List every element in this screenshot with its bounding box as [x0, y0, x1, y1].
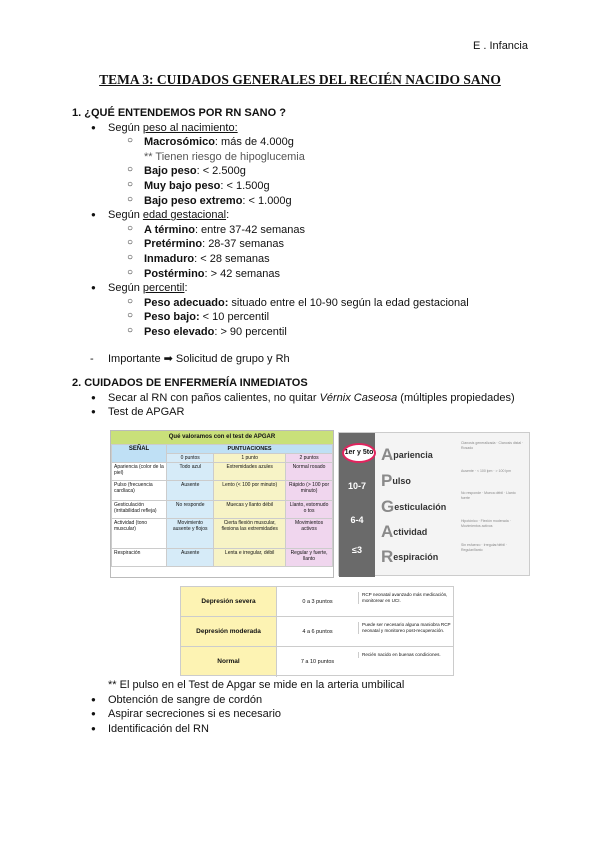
- table-row: Actividad (tono muscular) Movimiento ausente y flojos Cierta flexión muscular, flexiona las extremidades Movimientos activos: [112, 519, 333, 549]
- score-label: ≤3: [352, 545, 362, 555]
- depression-table-image: [180, 586, 454, 676]
- mnemonic-notes: Sin esfuerzo · Irregular/débil · Regular/llanto: [461, 543, 508, 552]
- edad-label: edad gestacional: [142, 209, 227, 222]
- list-item: ○ Bajo peso extremo: < 1.000g: [144, 194, 532, 209]
- puntuaciones-header: PUNTUACIONES: [167, 445, 333, 454]
- mnemonic-notes: Hipotónico · Flexión moderada · Movimientos activos: [461, 519, 511, 528]
- table-row: Gesticulación (irritabilidad refleja) No responde Muecas y llanto débil Llanto, estornudo o tos: [112, 501, 333, 519]
- apgar-mnemonic-image: [338, 432, 530, 576]
- apgar-table: [111, 444, 333, 567]
- section-2-continued: [72, 678, 532, 736]
- table-row: Depresión moderada 4 a 6 puntos Puede ser necesario alguna maniobra RCP neonatal y monitoreo post-recuperación.: [181, 617, 453, 647]
- page-title: TEMA 3: CUIDADOS GENERALES DEL RECIÉN NACIDO SANO: [99, 72, 501, 87]
- section-2-heading: 2. CUIDADOS DE ENFERMERÍA INMEDIATOS: [72, 377, 308, 390]
- list-item-peso: ● Según peso al nacimiento: ○ Macrosómico: más de 4.000g ** Tienen riesgo de hipoglucemia ○ Bajo peso: < 2.500g ○ Muy bajo peso: < 1.500g ○ Bajo peso extremo: < 1.000g: [108, 121, 532, 209]
- mnemonic-word: Pulso: [381, 471, 411, 490]
- importante-note: - Importante ➡ Solicitud de grupo y Rh: [72, 352, 532, 367]
- senal-header: SEÑAL: [112, 445, 167, 463]
- mnemonic-word: Apariencia: [381, 445, 433, 464]
- list-item: ○ Bajo peso: < 2.500g: [144, 164, 532, 179]
- table-row: Normal 7 a 10 puntos Recién nacido en buenas condiciones.: [181, 647, 453, 677]
- mnemonic-word: Actividad: [381, 522, 428, 541]
- list-item: ○ Peso bajo: < 10 percentil: [144, 310, 532, 325]
- time-ring: 1er y 5to: [342, 443, 376, 463]
- list-item: ○ A término: entre 37-42 semanas: [144, 223, 532, 238]
- pulse-note: ** El pulso en el Test de Apgar se mide en la arteria umbilical: [108, 679, 405, 691]
- list-item: ● Aspirar secreciones si es necesario: [108, 707, 532, 722]
- list-item: ○ Pretérmino: 28-37 semanas: [144, 237, 532, 252]
- table-row: Pulso (frecuencia cardíaca) Ausente Lento (< 100 por minuto) Rápido (> 100 por minuto): [112, 481, 333, 501]
- score-label: 6-4: [350, 515, 364, 525]
- section-1-list: [72, 121, 532, 340]
- list-item-test-apgar: ● Test de APGAR: [108, 405, 532, 420]
- list-item: ○ Macrosómico: más de 4.000g ** Tienen riesgo de hipoglucemia: [144, 135, 532, 164]
- percentil-label: percentil: [142, 282, 185, 295]
- mnemonic-notes: No responde · Mueca débil · Llanto fuerte: [461, 491, 516, 500]
- table-row: Apariencia (color de la piel) Todo azul Extremidades azules Normal rosado: [112, 463, 333, 481]
- col-header: 2 puntos: [286, 454, 333, 463]
- table-row: Respiración Ausente Lenta e irregular, débil Regular y fuerte, llanto: [112, 549, 333, 567]
- edad-sublist: [108, 223, 532, 281]
- mnemonic-word: Gesticulación: [381, 497, 447, 516]
- list-item: ○ Postérmino: > 42 semanas: [144, 267, 532, 282]
- apgar-table-image: [110, 430, 334, 578]
- list-item-edad: ● Según edad gestacional: ○ A término: entre 37-42 semanas ○ Pretérmino: 28-37 semanas ○ Inmaduro: < 28 semanas ○ Postérmino: > 42 semanas: [108, 208, 532, 281]
- section-2-list: [72, 391, 532, 420]
- section-1-heading: 1. ¿QUÉ ENTENDEMOS POR RN SANO ?: [72, 107, 286, 119]
- apgar-table-title: Qué valoramos con el test de APGAR: [111, 431, 333, 444]
- list-item: ○ Peso elevado: > 90 percentil: [144, 325, 532, 340]
- mnemonic-word: Respiración: [381, 547, 439, 566]
- table-row: Depresión severa 0 a 3 puntos RCP neonatal avanzado más medicación, monitorear en UCI.: [181, 587, 453, 617]
- col-header: 0 puntos: [167, 454, 214, 463]
- peso-label: peso al nacimiento:: [142, 121, 238, 134]
- mnemonic-notes: Ausente · < 100 lpm · > 100 lpm: [461, 469, 511, 473]
- document-body: [72, 106, 532, 420]
- score-label: 10-7: [347, 481, 366, 491]
- list-item-percentil: ● Según percentil: ○ Peso adecuado: situado entre el 10-90 según la edad gestacional ○ Peso bajo: < 10 percentil ○ Peso elevado: > 90 percentil: [108, 281, 532, 339]
- peso-sublist: [108, 135, 532, 208]
- mnemonic-notes: Cianosis generalizada · Cianosis distal · Rosado: [461, 441, 524, 450]
- list-item: ● Obtención de sangre de cordón: [108, 693, 532, 708]
- list-item: ○ Inmaduro: < 28 semanas: [144, 252, 532, 267]
- section-2-after-list: [72, 693, 532, 737]
- list-item-secar: ● Secar al RN con paños calientes, no quitar Vérnix Caseosa (múltiples propiedades): [108, 391, 532, 406]
- list-item: ● Identificación del RN: [108, 722, 532, 737]
- list-item: ○ Peso adecuado: situado entre el 10-90 según la edad gestacional: [144, 296, 532, 311]
- header-author: E . Infancia: [472, 40, 528, 52]
- percentil-sublist: [108, 296, 532, 340]
- col-header: 1 punto: [214, 454, 286, 463]
- list-item: ○ Muy bajo peso: < 1.500g: [144, 179, 532, 194]
- hipoglucemia-note: ** Tienen riesgo de hipoglucemia: [144, 150, 305, 163]
